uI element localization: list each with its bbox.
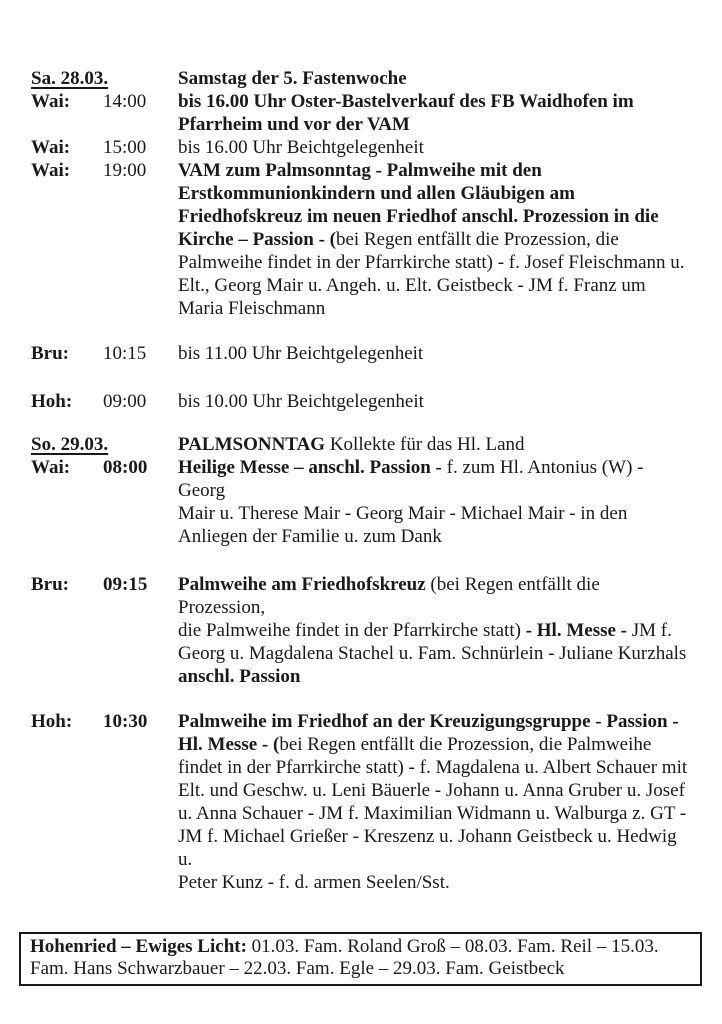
schedule-row <box>31 456 722 548</box>
day-date: Sa. 28.03. <box>31 68 109 89</box>
event-description: Palmweihe am Friedhofskreuz (bei Regen entfällt die Prozession, die Palmweihe findet in der Pfarrkirche statt) - Hl. Messe - JM f. Georg u. Magdalena Stachel u. Fam. Schnürlein - Juliane Kurzhals anschl. Passion <box>178 574 687 687</box>
event-description: bis 16.00 Uhr Beichtgelegenheit <box>178 137 424 158</box>
place-label: Wai: <box>31 160 71 181</box>
day-header-row <box>31 433 722 456</box>
time-label: 09:15 <box>103 574 148 595</box>
event-description: bis 10.00 Uhr Beichtgelegenheit <box>178 391 424 412</box>
ewiges-licht-box <box>19 932 702 986</box>
place-label: Bru: <box>31 343 69 364</box>
time-label: 15:00 <box>103 137 147 158</box>
day-date: So. 29.03. <box>31 434 109 455</box>
place-label: Hoh: <box>31 711 73 732</box>
time-label: 08:00 <box>103 457 148 478</box>
time-label: 09:00 <box>103 391 147 412</box>
section-saturday <box>31 67 722 413</box>
section-sunday <box>31 433 722 894</box>
schedule-row <box>31 573 722 688</box>
place-label: Wai: <box>31 137 71 158</box>
event-description: bis 16.00 Uhr Oster-Bastelverkauf des FB Waidhofen im Pfarrheim und vor der VAM <box>178 91 634 135</box>
place-label: Wai: <box>31 91 71 112</box>
time-label: 14:00 <box>103 91 147 112</box>
day-title: Samstag der 5. Fastenwoche <box>178 68 407 89</box>
place-label: Hoh: <box>31 391 73 412</box>
ewiges-licht-text: Hohenried – Ewiges Licht: 01.03. Fam. Roland Groß – 08.03. Fam. Reil – 15.03. Fam. Hans Schwarzbauer – 22.03. Fam. Egle – 29.03. Fam. Geistbeck <box>30 936 659 979</box>
event-description: bis 11.00 Uhr Beichtgelegenheit <box>178 343 424 364</box>
time-label: 19:00 <box>103 160 147 181</box>
time-label: 10:30 <box>103 711 148 732</box>
place-label: Wai: <box>31 457 71 478</box>
event-description: Palmweihe im Friedhof an der Kreuzigungsgruppe - Passion - Hl. Messe - (bei Regen entfällt die Prozession, die Palmweihe findet in der Pfarrkirche statt) - f. Magdalena u. Albert Schauer mit Elt. und Geschw. u. Leni Bäuerle - Johann u. Anna Gruber u. Josef u. Anna Schauer - JM f. Maximilian Widmann u. Walburga z. GT - JM f. Michael Grießer - Kreszenz u. Johann Geistbeck u. Hedwig u. Peter Kunz - f. d. armen Seelen/Sst. <box>178 711 688 893</box>
schedule-row <box>31 90 722 136</box>
time-label: 10:15 <box>103 343 147 364</box>
schedule-row <box>31 136 722 159</box>
day-title: PALMSONNTAG Kollekte für das Hl. Land <box>178 434 525 455</box>
day-header-row <box>31 67 722 90</box>
schedule-row <box>31 390 722 413</box>
event-description: VAM zum Palmsonntag - Palmweihe mit den Erstkommunionkindern und allen Gläubigen am Friedhofskreuz im neuen Friedhof anschl. Prozession in die Kirche – Passion - (bei Regen entfällt die Prozession, die Palmweihe findet in der Pfarrkirche statt) - f. Josef Fleischmann u. Elt., Georg Mair u. Angeh. u. Elt. Geistbeck - JM f. Franz um Maria Fleischmann <box>178 160 685 319</box>
schedule-row <box>31 159 722 320</box>
schedule-row <box>31 342 722 365</box>
event-description: Heilige Messe – anschl. Passion - f. zum Hl. Antonius (W) - Georg Mair u. Therese Mair - Georg Mair - Michael Mair - in den Anliegen der Familie u. zum Dank <box>178 457 644 547</box>
schedule-row <box>31 710 722 894</box>
place-label: Bru: <box>31 574 69 595</box>
